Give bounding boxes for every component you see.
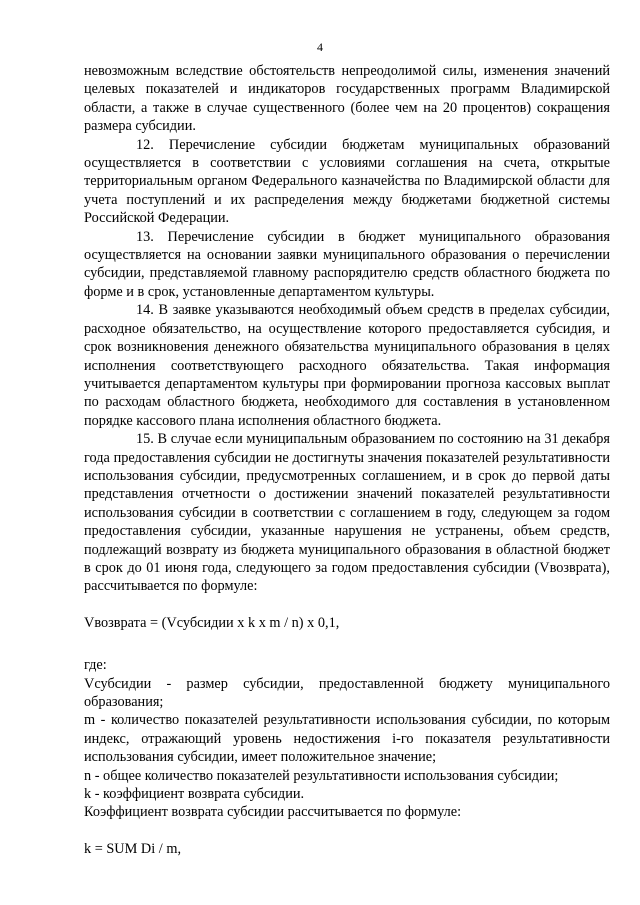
definition-v-subsidy: Vсубсидии - размер субсидии, предоставленной бюджету муниципального образования; (84, 675, 610, 710)
document-body (84, 62, 610, 858)
paragraph-12: 12. Перечисление субсидии бюджетам муниципальных образований осуществляется в соответствии с условиями соглашения на счета, открытые территориальным органом Федерального казначейства по Владимирской области для учета поступлений и их распределения между бюджетами бюджетной системы Российской Федерации. (84, 136, 610, 227)
paragraph-continuation: невозможным вследствие обстоятельств непреодолимой силы, изменения значений целевых показателей и индикаторов государственных программ Владимирской области, а также в случае существенного (более чем на 20 процентов) сокращения размера субсидии. (84, 63, 610, 135)
paragraph-15: 15. В случае если муниципальным образованием по состоянию на 31 декабря года предоставления субсидии не достигнуты значения показателей результативности использования субсидии, предусмотренных соглашением, и в срок до первой даты представления отчетности о достижении значений показателей результативности использования субсидии в соответствии с соглашением в году, следующем за годом предоставления субсидии, указанные нарушения не устранены, объем средств, подлежащий возврату из бюджета муниципального образования в областной бюджет в срок до 01 июня года, следующего за годом предоставления субсидии (Vвозврата), рассчитывается по формуле: (84, 431, 610, 595)
paragraph-14: 14. В заявке указываются необходимый объем средств в пределах субсидии, расходное обязательство, на осуществление которого предоставляется субсидия, и срок возникновения денежного обязательства муниципального образования в целях исполнения соответствующего расходного обязательства. Такая информация учитывается департаментом культуры при формировании прогноза кассовых выплат по расходам областного бюджета, необходимого для составления в установленном порядке кассового плана исполнения областного бюджета. (84, 302, 610, 429)
coefficient-intro: Коэффициент возврата субсидии рассчитывается по формуле: (84, 804, 462, 821)
definition-k: k - коэффициент возврата субсидии. (84, 786, 305, 803)
where-label: где: (84, 657, 107, 674)
definition-m: m - количество показателей результативности использования субсидии, по которым индекс, отражающий уровень недостижения i-го показателя результативности использования субсидии, имеет положительное значение; (84, 712, 610, 766)
definition-n: n - общее количество показателей результативности использования субсидии; (84, 767, 559, 784)
page-number: 4 (317, 40, 323, 54)
formula-coefficient: k = SUM Di / m, (84, 840, 182, 857)
paragraph-13: 13. Перечисление субсидии в бюджет муниципального образования осуществляется на основании заявки муниципального образования о перечислении субсидии, представляемой главному распорядителю средств областного бюджета по форме и в срок, установленные департаментом культуры. (84, 228, 610, 300)
formula-return-amount: Vвозврата = (Vсубсидии x k x m / n) x 0,1, (84, 614, 340, 631)
